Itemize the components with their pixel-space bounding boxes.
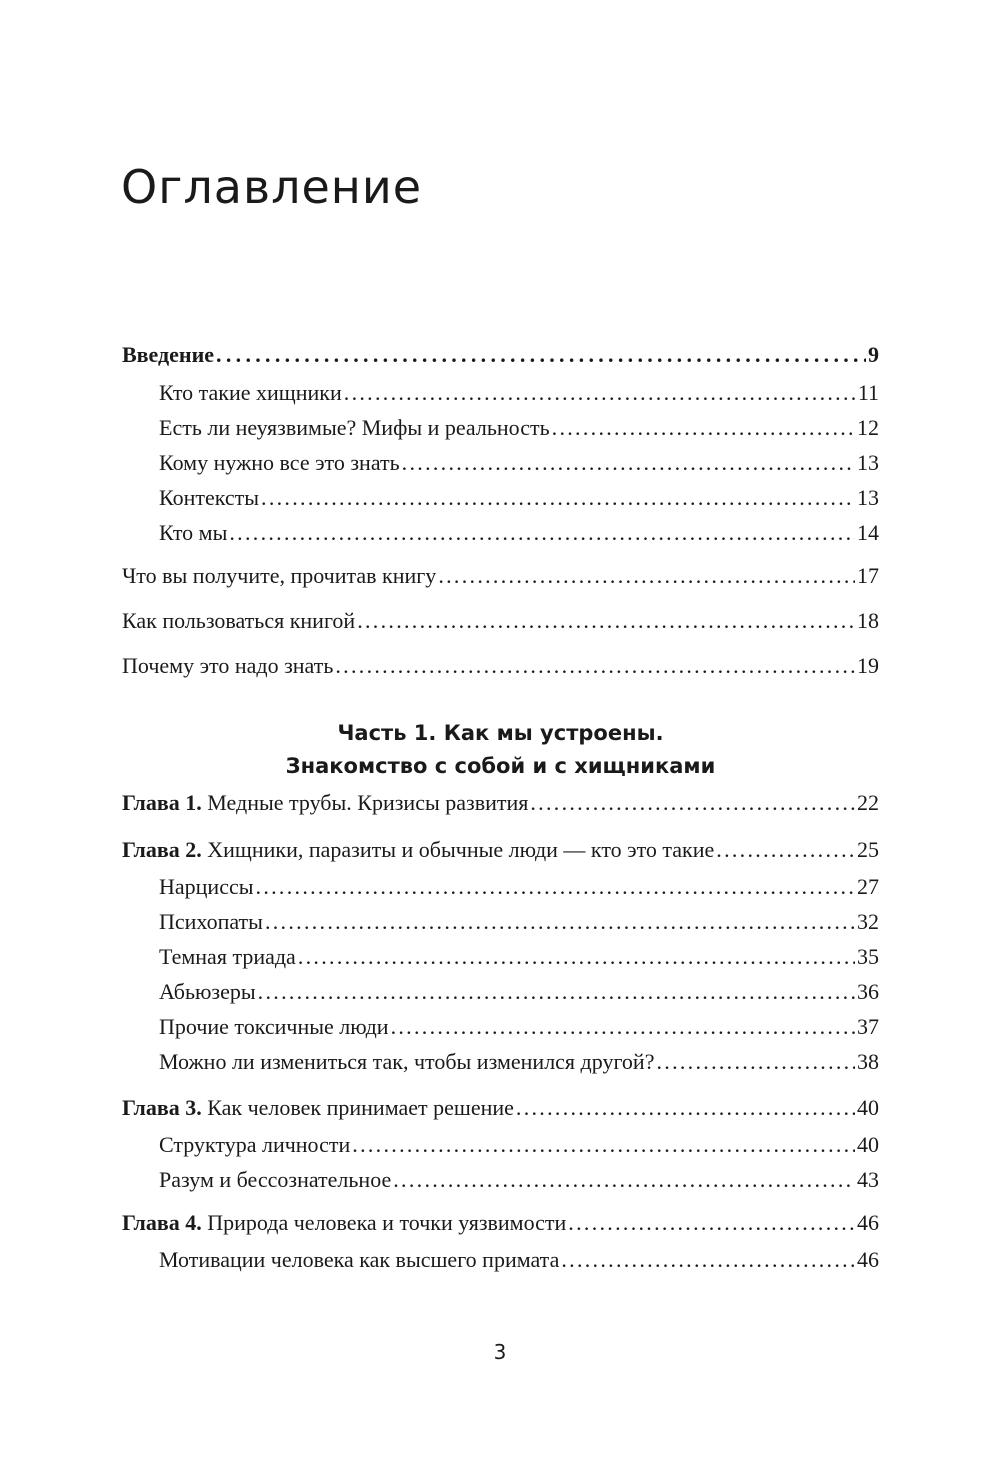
chapter-prefix: Глава 4.	[122, 1210, 202, 1235]
page-title: Оглавление	[121, 160, 423, 214]
toc-entry-label: Как человек принимает решение	[207, 1095, 514, 1120]
dot-leader	[261, 481, 855, 515]
toc-entry[interactable]	[159, 1128, 879, 1162]
part-heading-line1: Часть 1. Как мы устроены.	[337, 721, 664, 745]
chapter-prefix: Глава 3.	[122, 1095, 202, 1120]
toc-page-number: 38	[857, 1049, 879, 1074]
toc-entry-label: Кому нужно все это знать	[159, 450, 400, 475]
toc-entry[interactable]	[159, 1243, 879, 1277]
dot-leader	[561, 1243, 855, 1277]
toc-entry[interactable]	[159, 905, 879, 939]
dot-leader	[656, 1045, 855, 1079]
dot-leader	[568, 1206, 855, 1240]
dot-leader	[530, 786, 855, 820]
toc-entry-label: Кто мы	[159, 520, 228, 545]
toc-entry[interactable]	[159, 446, 879, 480]
toc-entry-chapter[interactable]	[122, 786, 879, 820]
dot-leader	[438, 559, 855, 593]
toc-entry[interactable]	[159, 411, 879, 445]
toc-page-number: 13	[857, 485, 879, 510]
toc-entry-label: Психопаты	[159, 909, 263, 934]
dot-leader	[402, 446, 855, 480]
toc-page-number: 46	[857, 1247, 879, 1272]
toc-page-number: 11	[857, 380, 879, 405]
toc-page-number: 12	[857, 415, 879, 440]
chapter-prefix: Глава 2.	[122, 837, 202, 862]
toc-entry-label: Введение	[122, 342, 215, 367]
toc-page-number: 36	[857, 979, 879, 1004]
toc-entry-label: Что вы получите, прочитав книгу	[122, 563, 437, 588]
dot-leader	[335, 649, 855, 683]
toc-entry-label: Мотивации человека как высшего примата	[159, 1247, 560, 1272]
toc-entry[interactable]	[159, 1163, 879, 1197]
toc-entry[interactable]	[159, 376, 879, 410]
toc-entry-label: Медные трубы. Кризисы развития	[207, 790, 529, 815]
dot-leader	[552, 411, 855, 445]
toc-entry[interactable]	[159, 516, 879, 550]
toc-page-number: 32	[857, 909, 879, 934]
toc-entry[interactable]	[159, 1045, 879, 1079]
toc-page-number: 17	[857, 563, 879, 588]
toc-entry[interactable]	[122, 649, 879, 683]
dot-leader	[716, 833, 855, 867]
toc-entry-label: Есть ли неуязвимые? Мифы и реальность	[159, 415, 550, 440]
toc-entry-label: Контексты	[159, 485, 260, 510]
toc-entry-label: Кто такие хищники	[159, 380, 342, 405]
toc-entry-introduction[interactable]	[122, 338, 879, 372]
toc-entry-label: Можно ли измениться так, чтобы изменился другой?	[159, 1049, 655, 1074]
toc-entry-label: Абьюзеры	[159, 979, 256, 1004]
dot-leader	[216, 338, 866, 372]
toc-page-number: 22	[857, 790, 879, 815]
toc-entry-label: Хищники, паразиты и обычные люди — кто это такие	[207, 837, 715, 862]
toc-entry-label: Прочие токсичные люди	[159, 1014, 389, 1039]
toc-page-number: 40	[857, 1095, 879, 1120]
dot-leader	[229, 516, 855, 550]
toc-entry-label: Нарциссы	[159, 874, 254, 899]
toc-entry-label: Как пользоваться книгой	[122, 608, 356, 633]
dot-leader	[258, 975, 855, 1009]
dot-leader	[352, 1128, 855, 1162]
toc-page-number: 25	[857, 837, 879, 862]
dot-leader	[265, 905, 855, 939]
toc-page-number: 13	[857, 450, 879, 475]
toc-entry-label: Разум и бессознательное	[159, 1167, 392, 1192]
dot-leader	[391, 1010, 855, 1044]
dot-leader	[357, 604, 855, 638]
dot-leader	[344, 376, 856, 410]
toc-page-number: 43	[857, 1167, 879, 1192]
toc-entry-label: Природа человека и точки уязвимости	[207, 1210, 567, 1235]
toc-page-number: 37	[857, 1014, 879, 1039]
chapter-prefix: Глава 1.	[122, 790, 202, 815]
toc-entry-chapter[interactable]	[122, 1206, 879, 1240]
part-heading-line2: Знакомство с собой и с хищниками	[285, 754, 716, 778]
toc-entry[interactable]	[159, 870, 879, 904]
toc-page-number: 27	[857, 874, 879, 899]
toc-page-number: 14	[857, 520, 879, 545]
toc-page-number: 19	[857, 653, 879, 678]
toc-entry[interactable]	[122, 559, 879, 593]
toc-page-number: 46	[857, 1210, 879, 1235]
dot-leader	[298, 940, 855, 974]
toc-entry[interactable]	[122, 604, 879, 638]
toc-entry[interactable]	[159, 1010, 879, 1044]
toc-entry-label: Почему это надо знать	[122, 653, 334, 678]
dot-leader	[256, 870, 855, 904]
toc-page-number: 40	[857, 1132, 879, 1157]
dot-leader	[393, 1163, 855, 1197]
toc-entry-label: Структура личности	[159, 1132, 351, 1157]
toc-page-number: 9	[868, 342, 879, 367]
toc-entry[interactable]	[159, 975, 879, 1009]
toc-page-number: 18	[857, 608, 879, 633]
toc-entry-label: Темная триада	[159, 944, 296, 969]
toc-entry[interactable]	[159, 481, 879, 515]
toc-entry-chapter[interactable]	[122, 833, 879, 867]
dot-leader	[516, 1091, 855, 1125]
toc-entry-chapter[interactable]	[122, 1091, 879, 1125]
toc-entry[interactable]	[159, 940, 879, 974]
page-number-folio: 3	[493, 1340, 507, 1364]
toc-page-number: 35	[857, 944, 879, 969]
